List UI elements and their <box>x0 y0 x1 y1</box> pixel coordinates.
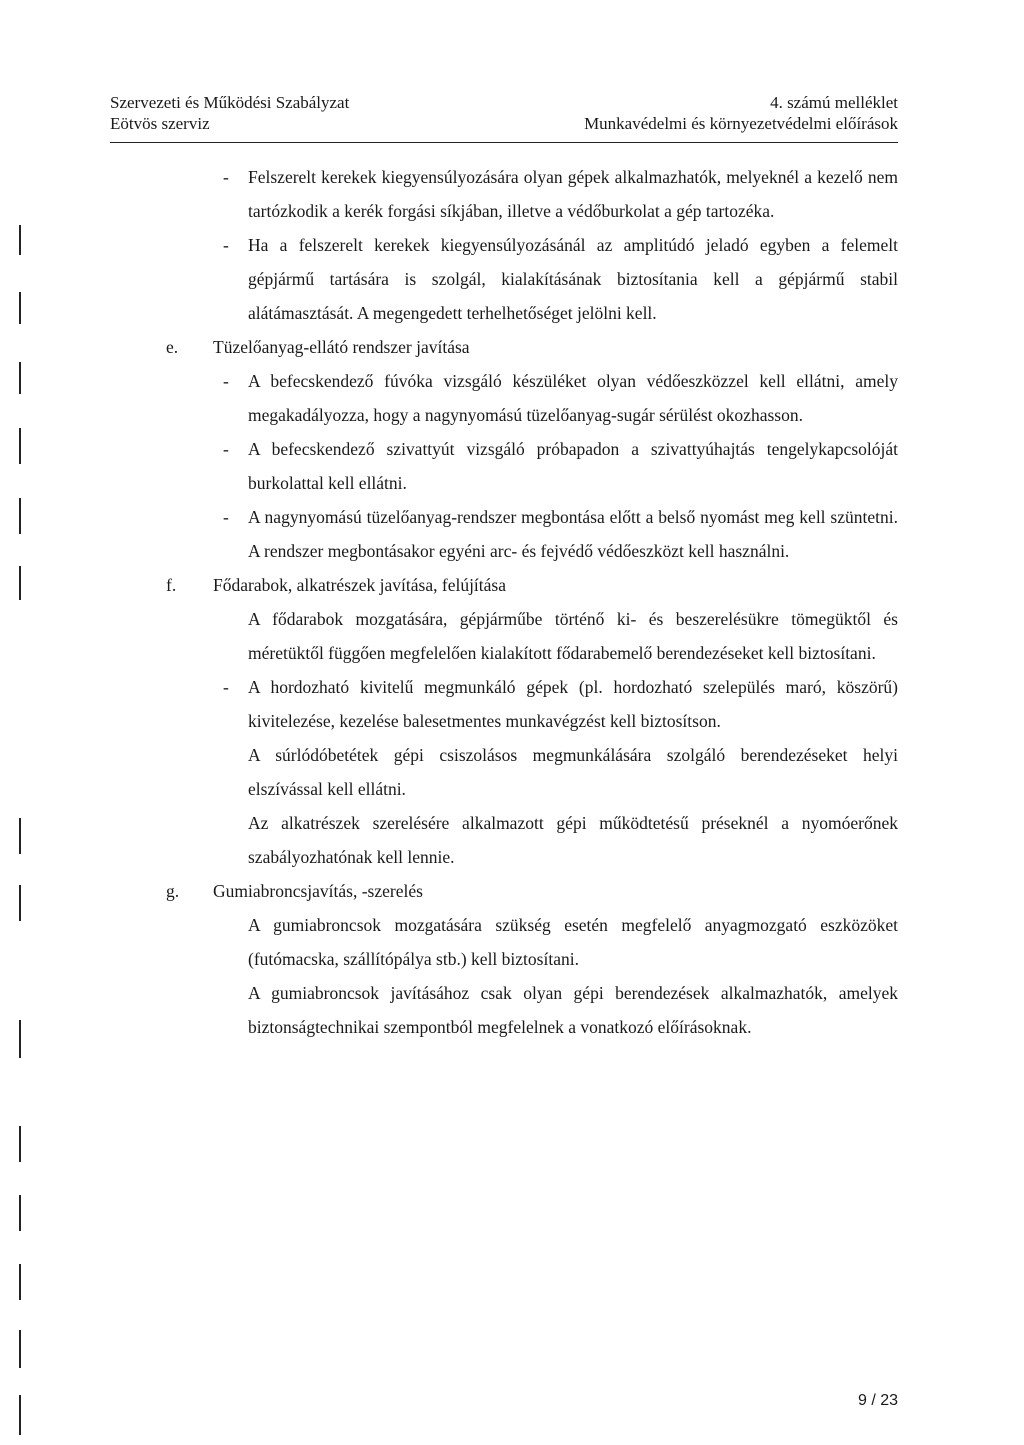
scan-mark <box>19 1126 21 1162</box>
scan-mark <box>19 1195 21 1231</box>
section-heading-e <box>166 330 898 364</box>
section-heading-g <box>166 874 898 908</box>
paragraph: A fődarabok mozgatására, gépjárműbe történő ki- és beszerelésükre tömegüktől és méretüktől függően megfelelően kialakított fődarabemelő berendezéseket kell biztosítani. <box>248 609 898 663</box>
paragraph: A gumiabroncsok mozgatására szükség esetén megfelelő anyagmozgató eszközöket (futómacska, szállítópálya stb.) kell biztosítani. <box>248 915 898 969</box>
header-organization: Eötvös szerviz <box>110 114 210 133</box>
scan-mark <box>19 498 21 534</box>
header-divider <box>110 142 898 143</box>
scan-mark <box>19 1264 21 1300</box>
section-letter: g. <box>166 881 180 901</box>
document-body <box>166 160 898 1044</box>
scan-mark <box>19 1395 21 1435</box>
scan-mark <box>19 292 21 324</box>
paragraph: A súrlódóbetétek gépi csiszolásos megmunkálására szolgáló berendezéseket helyi elszívással kell ellátni. <box>248 745 898 799</box>
scan-mark <box>19 1020 21 1058</box>
list-item: - A hordozható kivitelű megmunkáló gépek (pl. hordozható szelepülés maró, köszörű) kivitelezése, kezelése balesetmentes munkavégzést kell biztosítson. <box>208 670 898 738</box>
section-title: Tüzelőanyag-ellátó rendszer javítása <box>213 337 470 357</box>
section-letter: f. <box>166 575 177 595</box>
list-item: - A nagynyomású tüzelőanyag-rendszer megbontása előtt a belső nyomást meg kell szüntetni. A rendszer megbontásakor egyéni arc- és fejvédő védőeszközt kell használni. <box>208 500 898 568</box>
header-document-title: Szervezeti és Működési Szabályzat <box>110 93 350 112</box>
paragraph: A gumiabroncsok javításához csak olyan gépi berendezések alkalmazhatók, amelyek biztonságtechnikai szempontból megfelelnek a vonatkozó előírásoknak. <box>248 983 898 1037</box>
scan-mark <box>19 428 21 464</box>
paragraph: Az alkatrészek szerelésére alkalmazott gépi működtetésű préseknél a nyomóerőnek szabályozhatónak kell lennie. <box>248 813 898 867</box>
section-heading-f <box>166 568 898 602</box>
section-title: Fődarabok, alkatrészek javítása, felújítása <box>213 575 507 595</box>
scan-mark <box>19 1330 21 1368</box>
scan-mark <box>19 566 21 600</box>
scan-mark <box>19 885 21 921</box>
list-item: - A befecskendező szivattyút vizsgáló próbapadon a szivattyúhajtás tengelykapcsolóját burkolattal kell ellátni. <box>208 432 898 500</box>
list-item: - A befecskendező fúvóka vizsgáló készüléket olyan védőeszközzel kell ellátni, amely megakadályozza, hogy a nagynyomású tüzelőanyag-sugár sérülést okozhasson. <box>208 364 898 432</box>
page-number: 9 / 23 <box>858 1392 899 1409</box>
header-annex-number: 4. számú melléklet <box>770 93 898 112</box>
page-header <box>110 92 898 134</box>
list-item: - Felszerelt kerekek kiegyensúlyozására olyan gépek alkalmazhatók, melyeknél a kezelő nem tartózkodik a kerék forgási síkjában, illetve a védőburkolat a gép tartozéka. <box>208 160 898 228</box>
scan-mark <box>19 225 21 255</box>
header-annex-title: Munkavédelmi és környezetvédelmi előírások <box>584 114 898 133</box>
section-title: Gumiabroncsjavítás, -szerelés <box>213 881 423 901</box>
section-letter: e. <box>166 337 179 357</box>
scan-mark <box>19 362 21 394</box>
scan-mark <box>19 818 21 854</box>
list-item: - Ha a felszerelt kerekek kiegyensúlyozásánál az amplitúdó jeladó egyben a felemelt gépjármű tartására is szolgál, kialakításának biztosítania kell a gépjármű stabil alátámasztását. A megengedett terhelhetőséget jelölni kell. <box>208 228 898 330</box>
